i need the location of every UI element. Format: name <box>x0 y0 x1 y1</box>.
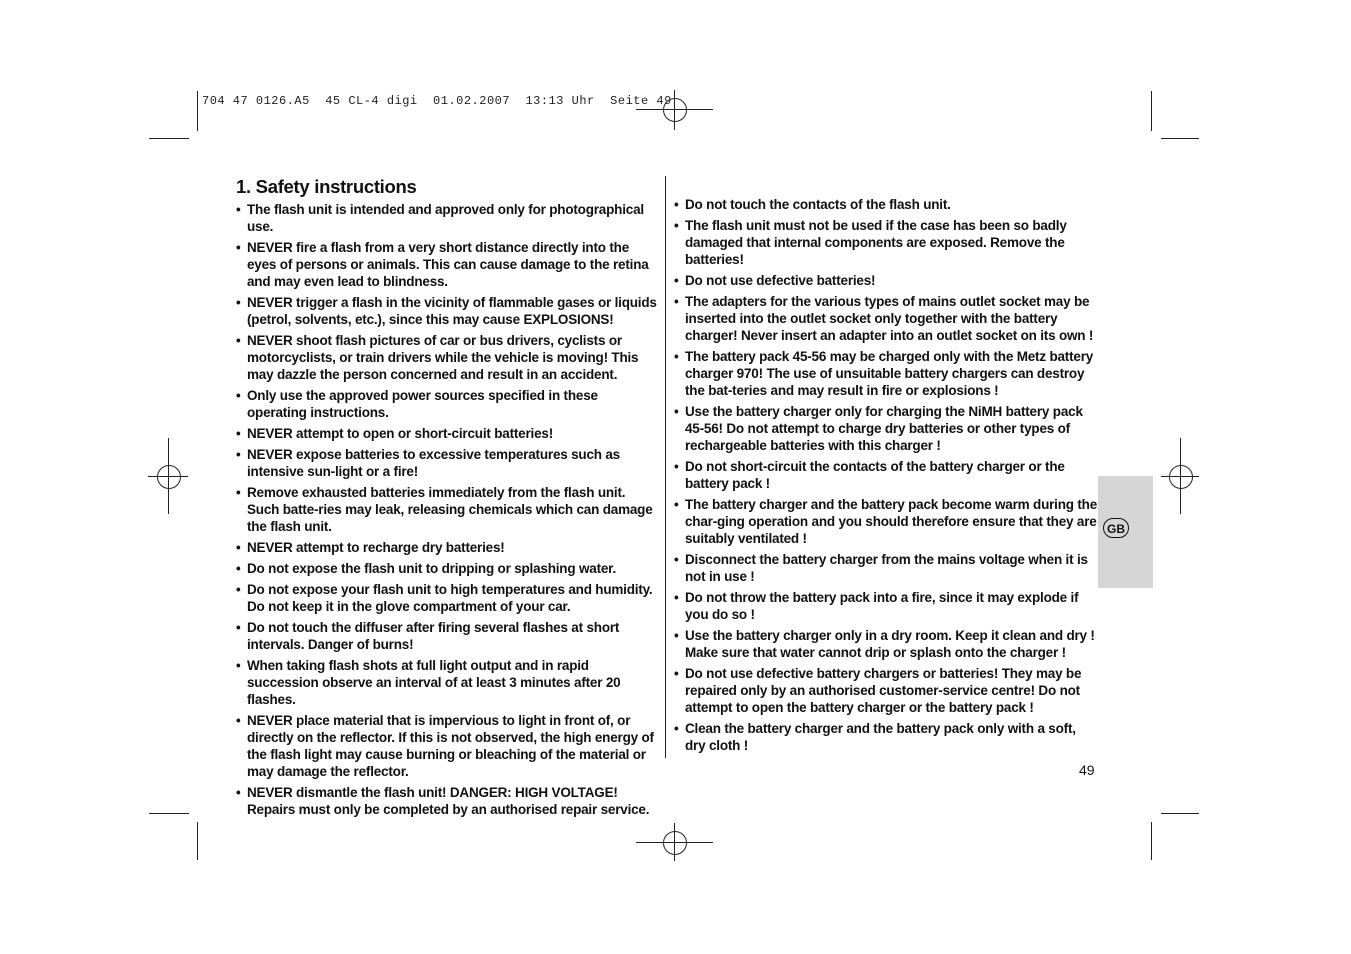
bullet-marker: • <box>236 388 241 403</box>
instruction-text: NEVER attempt to open or short-circuit batteries! <box>247 426 553 441</box>
bullet-marker: • <box>236 295 241 310</box>
safety-instruction-item <box>674 496 1098 547</box>
safety-instruction-item <box>674 665 1098 716</box>
crop-mark <box>1151 91 1152 131</box>
instruction-text: Do not throw the battery pack into a fire, since it may explode if you do so ! <box>685 590 1079 622</box>
instruction-text: NEVER dismantle the flash unit! DANGER: HIGH VOLTAGE! Repairs must only be completed by an authorised repair service. <box>247 785 650 817</box>
bullet-marker: • <box>674 404 679 419</box>
safety-instruction-item <box>236 619 660 653</box>
bullet-marker: • <box>236 540 241 555</box>
crop-mark <box>149 138 189 139</box>
bullet-marker: • <box>236 658 241 673</box>
instruction-text: Do not touch the diffuser after firing several flashes at short intervals. Danger of burns! <box>247 620 620 652</box>
safety-instruction-item <box>236 239 660 290</box>
instruction-text: Disconnect the battery charger from the mains voltage when it is not in use ! <box>685 552 1088 584</box>
bullet-marker: • <box>674 349 679 364</box>
bullet-marker: • <box>674 590 679 605</box>
instruction-text: Do not expose the flash unit to dripping or splashing water. <box>247 561 617 576</box>
safety-instruction-item <box>674 348 1098 399</box>
safety-instruction-item <box>236 425 660 442</box>
column-divider <box>665 176 666 758</box>
bullet-marker: • <box>674 628 679 643</box>
safety-instruction-item <box>236 387 660 421</box>
safety-instruction-item <box>236 484 660 535</box>
print-slug-line: 704 47 0126.A5 45 CL-4 digi 01.02.2007 13:13 Uhr Seite 49 <box>202 94 672 108</box>
safety-instruction-item <box>236 332 660 383</box>
safety-instruction-item <box>674 217 1098 268</box>
bullet-marker: • <box>236 202 241 217</box>
instruction-text: Do not expose your flash unit to high temperatures and humidity. Do not keep it in the glove compartment of your car. <box>247 582 653 614</box>
bullet-marker: • <box>674 197 679 212</box>
bullet-marker: • <box>236 713 241 728</box>
instruction-text: NEVER shoot flash pictures of car or bus drivers, cyclists or motorcyclists, or train drivers while the vehicle is moving! This may dazzle the person concerned and result in an accident. <box>247 333 639 382</box>
instruction-text: Use the battery charger only in a dry room. Keep it clean and dry ! Make sure that water cannot drip or splash onto the charger ! <box>685 628 1095 660</box>
registration-mark-circle <box>1169 465 1193 489</box>
safety-instruction-item <box>674 720 1098 754</box>
instruction-text: Do not use defective battery chargers or batteries! They may be repaired only by an authorised customer-service centre! Do not attempt to open the battery charger or the battery pack ! <box>685 666 1082 715</box>
bullet-marker: • <box>674 497 679 512</box>
instruction-text: When taking flash shots at full light output and in rapid succession observe an interval of at least 3 minutes after 20 flashes. <box>247 658 621 707</box>
language-badge: GB <box>1103 518 1129 538</box>
right-column <box>674 196 1098 758</box>
section-title: 1. Safety instructions <box>236 176 417 197</box>
crop-mark <box>1151 822 1152 860</box>
instruction-text: NEVER expose batteries to excessive temperatures such as intensive sun-light or a fire! <box>247 447 620 479</box>
bullet-marker: • <box>236 333 241 348</box>
safety-instruction-item <box>236 657 660 708</box>
instruction-text: The flash unit must not be used if the case has been so badly damaged that internal components are exposed. Remove the batteries! <box>685 218 1067 267</box>
registration-mark-circle <box>663 831 687 855</box>
safety-instruction-item <box>674 293 1098 344</box>
bullet-marker: • <box>674 552 679 567</box>
safety-instruction-item <box>674 272 1098 289</box>
safety-instruction-item <box>236 539 660 556</box>
safety-instruction-item <box>674 589 1098 623</box>
safety-instruction-item <box>236 784 660 818</box>
instruction-text: The battery pack 45-56 may be charged only with the Metz battery charger 970! The use of unsuitable battery chargers can destroy the bat-teries and may result in fire or explosions ! <box>685 349 1094 398</box>
safety-instruction-item <box>236 201 660 235</box>
instruction-text: NEVER place material that is impervious to light in front of, or directly on the reflector. If this is not observed, the high energy of the flash light may cause burning or bleaching of the material or may damage the reflector. <box>247 713 654 779</box>
bullet-marker: • <box>674 721 679 736</box>
safety-instruction-item <box>674 403 1098 454</box>
bullet-marker: • <box>236 582 241 597</box>
bullet-marker: • <box>674 273 679 288</box>
safety-instruction-item <box>236 446 660 480</box>
crop-mark <box>1161 138 1199 139</box>
safety-instruction-item <box>674 551 1098 585</box>
bullet-marker: • <box>674 459 679 474</box>
registration-mark-circle <box>663 98 687 122</box>
registration-mark-circle <box>157 465 181 489</box>
instruction-text: The battery charger and the battery pack become warm during the char-ging operation and you should therefore ensure that they are suitably ventilated ! <box>685 497 1098 546</box>
bullet-marker: • <box>236 620 241 635</box>
instruction-text: NEVER attempt to recharge dry batteries! <box>247 540 505 555</box>
bullet-marker: • <box>236 447 241 462</box>
instruction-text: The flash unit is intended and approved only for photographical use. <box>247 202 644 234</box>
crop-mark <box>149 813 189 814</box>
instruction-text: NEVER trigger a flash in the vicinity of flammable gases or liquids (petrol, solvents, etc.), since this may cause EXPLOSIONS! <box>247 295 657 327</box>
bullet-marker: • <box>236 561 241 576</box>
instruction-text: NEVER fire a flash from a very short distance directly into the eyes of persons or animals. This can cause damage to the retina and may even lead to blindness. <box>247 240 649 289</box>
safety-instruction-item <box>674 627 1098 661</box>
page-number: 49 <box>1079 762 1095 778</box>
crop-mark <box>197 91 198 131</box>
crop-mark <box>1161 813 1199 814</box>
instruction-text: Clean the battery charger and the battery pack only with a soft, dry cloth ! <box>685 721 1076 753</box>
bullet-marker: • <box>236 785 241 800</box>
crop-mark <box>197 822 198 860</box>
bullet-marker: • <box>236 426 241 441</box>
bullet-marker: • <box>236 485 241 500</box>
bullet-marker: • <box>236 240 241 255</box>
instruction-text: Only use the approved power sources specified in these operating instructions. <box>247 388 598 420</box>
right-safety-list <box>674 196 1098 754</box>
instruction-text: The adapters for the various types of mains outlet socket may be inserted into the outlet socket only together with the battery charger! Never insert an adapter into an outlet socket on its own ! <box>685 294 1094 343</box>
instruction-text: Use the battery charger only for charging the NiMH battery pack 45-56! Do not attempt to charge dry batteries or other types of rechargeable batteries with this charger ! <box>685 404 1083 453</box>
instruction-text: Do not use defective batteries! <box>685 273 876 288</box>
safety-instruction-item <box>674 196 1098 213</box>
left-column <box>236 176 660 822</box>
instruction-text: Do not touch the contacts of the flash unit. <box>685 197 951 212</box>
safety-instruction-item <box>236 294 660 328</box>
safety-instruction-item <box>236 560 660 577</box>
left-safety-list <box>236 201 660 818</box>
bullet-marker: • <box>674 666 679 681</box>
safety-instruction-item <box>236 712 660 780</box>
bullet-marker: • <box>674 294 679 309</box>
instruction-text: Remove exhausted batteries immediately from the flash unit. Such batte-ries may leak, releasing chemicals which can damage the flash unit. <box>247 485 653 534</box>
safety-instruction-item <box>236 581 660 615</box>
safety-instruction-item <box>674 458 1098 492</box>
bullet-marker: • <box>674 218 679 233</box>
instruction-text: Do not short-circuit the contacts of the battery charger or the battery pack ! <box>685 459 1065 491</box>
